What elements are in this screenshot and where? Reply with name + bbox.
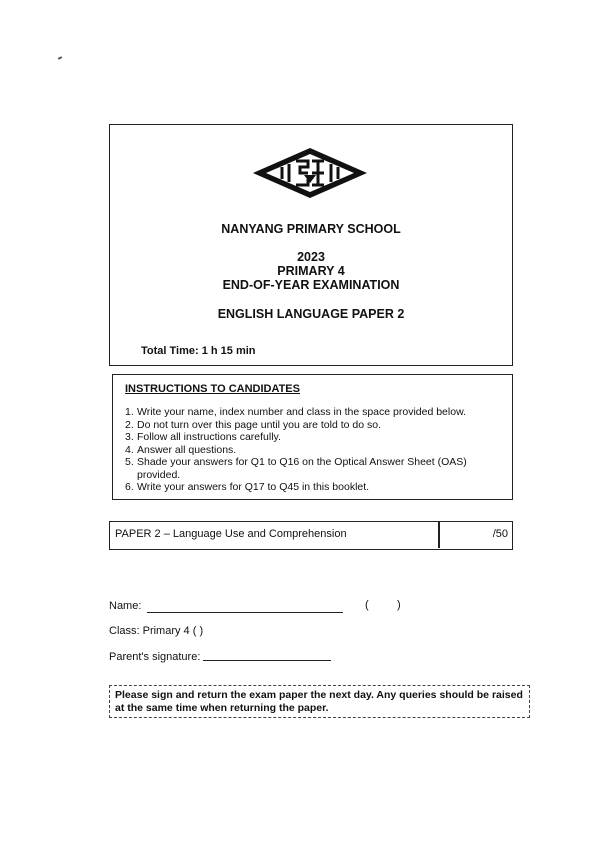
exam-year: 2023 bbox=[297, 250, 325, 264]
instructions-box bbox=[112, 374, 513, 500]
signature-label: Parent's signature: bbox=[109, 651, 201, 663]
signature-line[interactable] bbox=[203, 660, 331, 661]
instructions-heading: INSTRUCTIONS TO CANDIDATES bbox=[125, 383, 300, 395]
instruction-text: Follow all instructions carefully. bbox=[137, 431, 281, 443]
instruction-text: Write your answers for Q17 to Q45 in this booklet. bbox=[137, 481, 370, 493]
school-crest-logo bbox=[252, 147, 368, 199]
instruction-number: 4. bbox=[125, 443, 134, 456]
instructions-list bbox=[125, 406, 482, 494]
score-total: /50 bbox=[492, 528, 508, 540]
name-input-line[interactable] bbox=[147, 612, 343, 613]
instruction-text: Do not turn over this page until you are told to do so. bbox=[137, 418, 381, 431]
score-box bbox=[109, 521, 513, 550]
instruction-number: 3. bbox=[125, 431, 134, 443]
instruction-text: Shade your answers for Q1 to Q16 on the Optical Answer Sheet (OAS) provided. bbox=[137, 456, 467, 481]
instruction-text: Write your name, index number and class in the space provided below. bbox=[137, 406, 466, 418]
instruction-item bbox=[125, 419, 482, 432]
school-name: NANYANG PRIMARY SCHOOL bbox=[221, 222, 401, 236]
notice-text: Please sign and return the exam paper the next day. Any queries should be raised at the same time when returning the paper. bbox=[115, 689, 523, 714]
instruction-item bbox=[125, 481, 482, 494]
score-divider bbox=[438, 522, 440, 548]
notice-box bbox=[109, 685, 530, 718]
class-label: Class: Primary 4 ( ) bbox=[109, 625, 204, 637]
index-paren-close: ) bbox=[397, 599, 401, 611]
instruction-number: 5. bbox=[125, 456, 134, 468]
instruction-number: 1. bbox=[125, 406, 134, 418]
instruction-item bbox=[125, 456, 482, 481]
exam-title: END-OF-YEAR EXAMINATION bbox=[222, 278, 400, 292]
name-label: Name: bbox=[109, 600, 142, 612]
instruction-number: 2. bbox=[125, 418, 134, 431]
stray-mark bbox=[58, 56, 62, 60]
exam-level: PRIMARY 4 bbox=[277, 264, 345, 278]
instruction-text: Answer all questions. bbox=[137, 443, 237, 456]
index-paren-open: ( bbox=[365, 599, 369, 611]
score-label: PAPER 2 – Language Use and Comprehension bbox=[115, 528, 347, 540]
instruction-item bbox=[125, 444, 482, 457]
cover-box bbox=[109, 124, 513, 366]
paper-title: ENGLISH LANGUAGE PAPER 2 bbox=[217, 307, 405, 321]
instruction-item bbox=[125, 431, 482, 444]
instruction-item bbox=[125, 406, 482, 419]
total-time: Total Time: 1 h 15 min bbox=[141, 345, 256, 357]
instruction-number: 6. bbox=[125, 481, 134, 493]
